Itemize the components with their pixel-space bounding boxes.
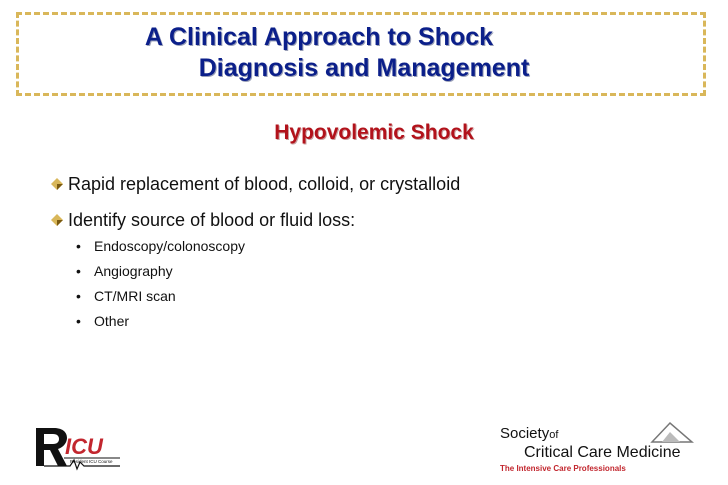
sccm-logo-line-1: Societyof [500, 425, 559, 442]
bullet-item [50, 166, 460, 202]
sub-bullet-text: CT/MRI scan [94, 287, 176, 304]
bullet-list [50, 166, 460, 238]
dot-bullet-icon: • [76, 287, 81, 304]
diamond-bullet-icon [50, 177, 64, 191]
title-line-1: A Clinical Approach to Shock [144, 23, 494, 51]
sccm-logo [500, 420, 700, 474]
sub-bullet-item [76, 308, 245, 333]
sub-bullet-text: Angiography [94, 262, 173, 279]
diamond-bullet-icon [50, 213, 64, 227]
sub-bullet-list [76, 233, 245, 333]
svg-text:Resident ICU Course: Resident ICU Course [70, 459, 113, 464]
title-line-2: Diagnosis and Management [198, 54, 530, 82]
sub-bullet-item [76, 233, 245, 258]
slide-title [0, 22, 728, 84]
section-title: Hypovolemic Shock [274, 121, 474, 144]
dot-bullet-icon: • [76, 237, 81, 254]
sub-bullet-text: Other [94, 312, 130, 329]
sub-bullet-item [76, 258, 245, 283]
mountain-peak-icon [650, 420, 694, 444]
svg-text:ICU: ICU [65, 434, 103, 459]
sccm-logo-tagline: The Intensive Care Professionals [500, 464, 626, 473]
sub-bullet-item [76, 283, 245, 308]
footer-logo-bar [22, 418, 698, 476]
sub-bullet-text: Endoscopy/colonoscopy [94, 237, 245, 254]
sccm-logo-line-2: Critical Care Medicine [524, 444, 681, 461]
bullet-text: Identify source of blood or fluid loss: [68, 209, 356, 230]
dot-bullet-icon: • [76, 312, 81, 329]
bullet-text: Rapid replacement of blood, colloid, or crystalloid [68, 173, 461, 194]
dot-bullet-icon: • [76, 262, 81, 279]
resident-icu-course-logo [30, 422, 140, 472]
